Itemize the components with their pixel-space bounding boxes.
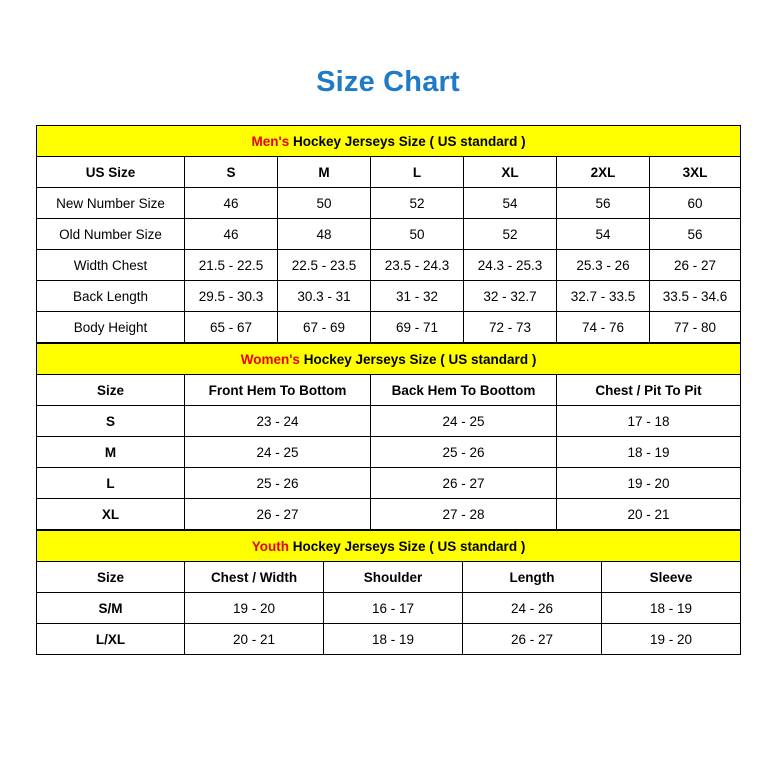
table-cell: 52	[371, 188, 464, 219]
column-header: Back Hem To Boottom	[371, 375, 557, 406]
table-cell: 20 - 21	[185, 624, 324, 655]
womens-banner-accent: Women's	[240, 351, 300, 367]
row-label: Back Length	[37, 281, 185, 312]
table-cell: 60	[650, 188, 741, 219]
table-cell: 67 - 69	[278, 312, 371, 343]
table-cell: 23.5 - 24.3	[371, 250, 464, 281]
row-label: Width Chest	[37, 250, 185, 281]
table-cell: 46	[185, 219, 278, 250]
table-cell: 23 - 24	[185, 406, 371, 437]
table-cell: 56	[557, 188, 650, 219]
table-cell: 18 - 19	[602, 593, 741, 624]
column-header: 2XL	[557, 157, 650, 188]
column-header: L	[371, 157, 464, 188]
table-cell: 24 - 25	[185, 437, 371, 468]
row-label: Body Height	[37, 312, 185, 343]
table-cell: 56	[650, 219, 741, 250]
column-header: Length	[463, 562, 602, 593]
table-row	[37, 593, 741, 624]
table-cell: 26 - 27	[650, 250, 741, 281]
table-cell: 29.5 - 30.3	[185, 281, 278, 312]
youth-banner	[37, 531, 741, 562]
table-cell: 74 - 76	[557, 312, 650, 343]
table-cell: 27 - 28	[371, 499, 557, 530]
column-header: S	[185, 157, 278, 188]
column-header: Chest / Width	[185, 562, 324, 593]
table-row	[37, 250, 741, 281]
row-label: L/XL	[37, 624, 185, 655]
table-header-row	[37, 562, 741, 593]
table-row	[37, 281, 741, 312]
row-label: S/M	[37, 593, 185, 624]
mens-banner-accent: Men's	[251, 133, 290, 149]
table-cell: 33.5 - 34.6	[650, 281, 741, 312]
table-cell: 19 - 20	[185, 593, 324, 624]
column-header: M	[278, 157, 371, 188]
row-label: New Number Size	[37, 188, 185, 219]
mens-size-table	[36, 125, 741, 343]
table-banner-row	[37, 531, 741, 562]
table-cell: 65 - 67	[185, 312, 278, 343]
table-banner-row	[37, 344, 741, 375]
row-label: L	[37, 468, 185, 499]
table-cell: 18 - 19	[324, 624, 463, 655]
column-header: Size	[37, 562, 185, 593]
table-cell: 20 - 21	[557, 499, 741, 530]
row-label: S	[37, 406, 185, 437]
column-header: US Size	[37, 157, 185, 188]
table-header-row	[37, 375, 741, 406]
table-cell: 25 - 26	[371, 437, 557, 468]
mens-banner-rest: Hockey Jerseys Size ( US standard )	[289, 133, 526, 149]
table-cell: 24 - 26	[463, 593, 602, 624]
table-cell: 31 - 32	[371, 281, 464, 312]
table-cell: 19 - 20	[602, 624, 741, 655]
table-cell: 50	[278, 188, 371, 219]
table-row	[37, 499, 741, 530]
column-header: 3XL	[650, 157, 741, 188]
row-label: XL	[37, 499, 185, 530]
table-header-row	[37, 157, 741, 188]
table-row	[37, 312, 741, 343]
table-cell: 26 - 27	[185, 499, 371, 530]
table-cell: 22.5 - 23.5	[278, 250, 371, 281]
table-cell: 24.3 - 25.3	[464, 250, 557, 281]
table-row	[37, 219, 741, 250]
column-header: XL	[464, 157, 557, 188]
table-cell: 19 - 20	[557, 468, 741, 499]
table-cell: 26 - 27	[463, 624, 602, 655]
table-cell: 21.5 - 22.5	[185, 250, 278, 281]
mens-banner	[37, 126, 741, 157]
column-header: Chest / Pit To Pit	[557, 375, 741, 406]
youth-banner-rest: Hockey Jerseys Size ( US standard )	[288, 538, 526, 554]
row-label: Old Number Size	[37, 219, 185, 250]
table-cell: 32.7 - 33.5	[557, 281, 650, 312]
table-cell: 18 - 19	[557, 437, 741, 468]
size-chart-container	[36, 125, 740, 655]
table-cell: 16 - 17	[324, 593, 463, 624]
table-banner-row	[37, 126, 741, 157]
table-row	[37, 468, 741, 499]
table-cell: 32 - 32.7	[464, 281, 557, 312]
table-cell: 50	[371, 219, 464, 250]
youth-banner-accent: Youth	[251, 538, 289, 554]
table-cell: 25.3 - 26	[557, 250, 650, 281]
table-cell: 46	[185, 188, 278, 219]
table-cell: 26 - 27	[371, 468, 557, 499]
column-header: Shoulder	[324, 562, 463, 593]
table-row	[37, 406, 741, 437]
table-cell: 25 - 26	[185, 468, 371, 499]
womens-banner-rest: Hockey Jerseys Size ( US standard )	[299, 351, 537, 367]
table-cell: 72 - 73	[464, 312, 557, 343]
column-header: Front Hem To Bottom	[185, 375, 371, 406]
page-title: Size Chart	[316, 66, 460, 98]
table-cell: 52	[464, 219, 557, 250]
column-header: Sleeve	[602, 562, 741, 593]
table-cell: 48	[278, 219, 371, 250]
column-header: Size	[37, 375, 185, 406]
table-cell: 17 - 18	[557, 406, 741, 437]
youth-size-table	[36, 530, 741, 655]
row-label: M	[37, 437, 185, 468]
table-row	[37, 624, 741, 655]
table-cell: 77 - 80	[650, 312, 741, 343]
womens-size-table	[36, 343, 741, 530]
table-row	[37, 437, 741, 468]
womens-banner	[37, 344, 741, 375]
table-cell: 54	[464, 188, 557, 219]
table-cell: 24 - 25	[371, 406, 557, 437]
table-cell: 54	[557, 219, 650, 250]
table-row	[37, 188, 741, 219]
table-cell: 30.3 - 31	[278, 281, 371, 312]
table-cell: 69 - 71	[371, 312, 464, 343]
